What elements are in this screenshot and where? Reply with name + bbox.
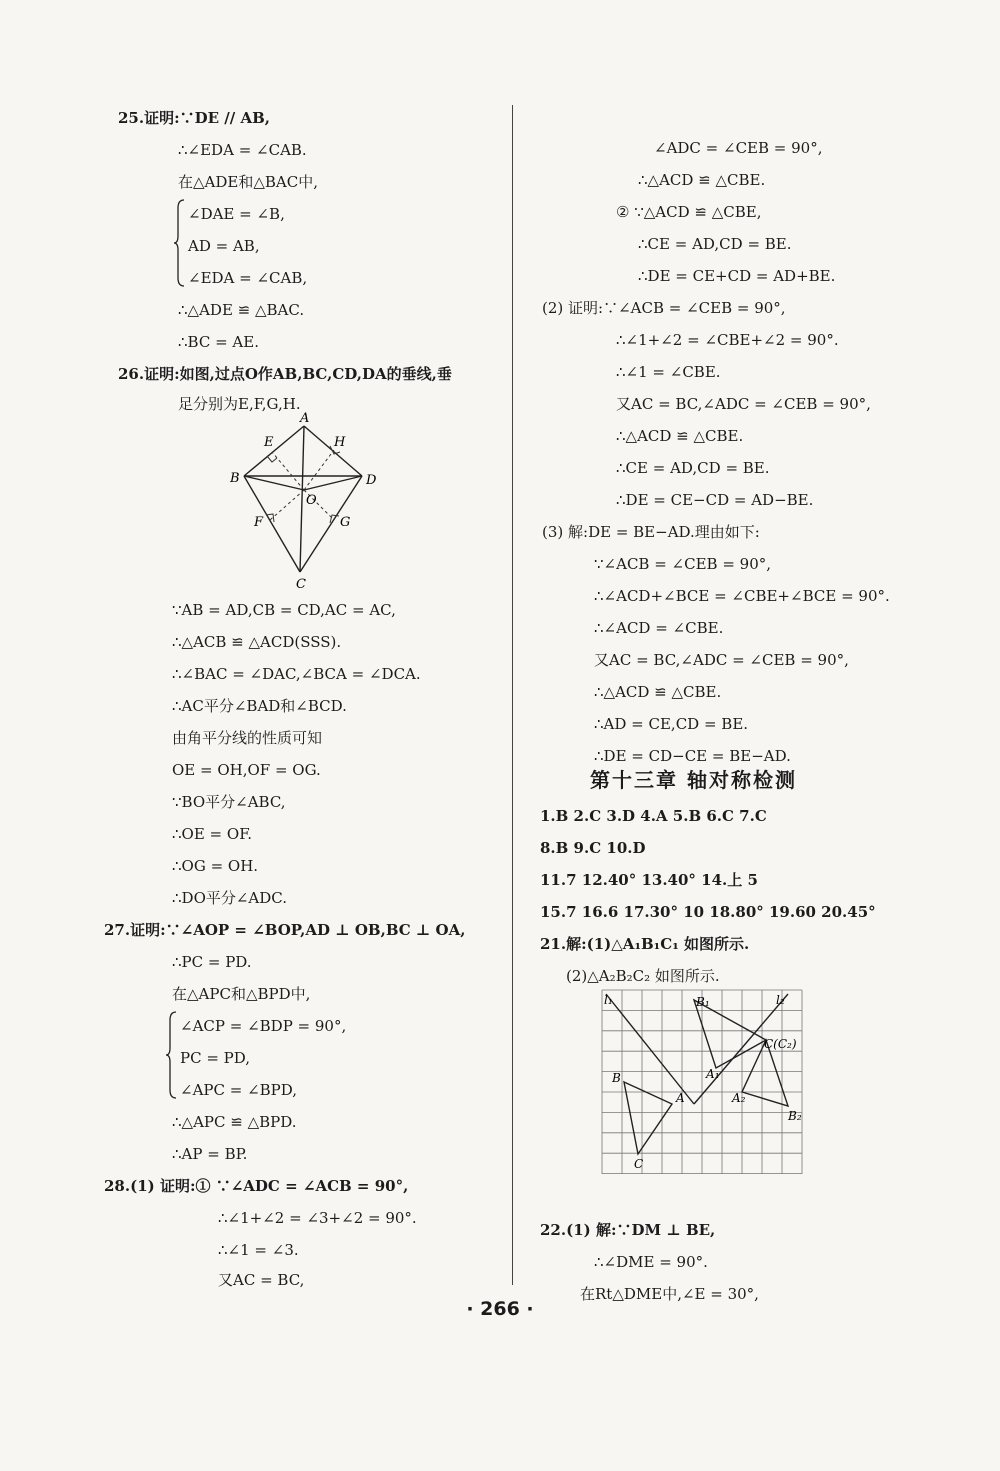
right-text-line: ∴△ACD ≌ △CBE.	[638, 171, 766, 189]
left-text-line: ∴∠BAC = ∠DAC,∠BCA = ∠DCA.	[172, 665, 421, 683]
right-text-line: ∴∠ACD+∠BCE = ∠CBE+∠BCE = 90°.	[594, 587, 890, 605]
right-text-line: (2) 证明:∵∠ACB = ∠CEB = 90°,	[542, 299, 786, 317]
left-text-line: 在△APC和△BPD中,	[172, 985, 311, 1003]
label-B: B	[230, 471, 240, 486]
label-A: A	[300, 412, 310, 426]
right-text-line: 8.B 9.C 10.D	[540, 839, 646, 857]
left-text-line: ∴BC = AE.	[178, 333, 259, 351]
left-text-line: ∴△APC ≌ △BPD.	[172, 1113, 297, 1131]
left-text-line: ∠ACP = ∠BDP = 90°,	[180, 1017, 347, 1035]
right-text-line: ∴CE = AD,CD = BE.	[638, 235, 792, 253]
right-text-line: 15.7 16.6 17.30° 10 18.80° 19.60 20.45°	[540, 903, 876, 921]
left-text-line: 又AC = BC,	[218, 1271, 305, 1289]
left-text-line: ∴△ACB ≌ △ACD(SSS).	[172, 633, 342, 651]
right-text-line: ∴AD = CE,CD = BE.	[594, 715, 749, 733]
right-text-line: ∵∠ACB = ∠CEB = 90°,	[594, 555, 772, 573]
label-C: C	[296, 577, 306, 592]
right-text-line: ∴DE = CE+CD = AD+BE.	[638, 267, 836, 285]
figure-21-grid	[598, 986, 810, 1178]
right-text-line: ∴CE = AD,CD = BE.	[616, 459, 770, 477]
label-l2: l₂	[776, 993, 785, 1007]
right-text-line: (2)△A₂B₂C₂ 如图所示.	[566, 967, 720, 985]
right-text-line: 22.(1) 解:∵DM ⊥ BE,	[540, 1221, 716, 1239]
label-B2: B₂	[788, 1109, 802, 1123]
right-text-line: 在Rt△DME中,∠E = 30°,	[580, 1285, 759, 1303]
label-A1: A₁	[706, 1067, 720, 1081]
left-text-line: ∴AC平分∠BAD和∠BCD.	[172, 697, 347, 715]
right-text-line: ∴DE = CD−CE = BE−AD.	[594, 747, 791, 765]
left-text-line: ∠EDA = ∠CAB,	[188, 269, 308, 287]
left-text-line: 26.证明:如图,过点O作AB,BC,CD,DA的垂线,垂	[118, 365, 452, 383]
right-text-line: 1.B 2.C 3.D 4.A 5.B 6.C 7.C	[540, 807, 767, 825]
right-text-line: ∴DE = CE−CD = AD−BE.	[616, 491, 814, 509]
left-text-line: 在△ADE和△BAC中,	[178, 173, 318, 191]
column-divider	[512, 105, 513, 1285]
left-text-line: ∴∠1 = ∠3.	[218, 1241, 299, 1259]
left-text-line: 28.(1) 证明:① ∵∠ADC = ∠ACB = 90°,	[104, 1177, 409, 1195]
right-text-line: ∴△ACD ≌ △CBE.	[594, 683, 722, 701]
figure-26-kite	[220, 412, 390, 592]
left-text-line: ∴OG = OH.	[172, 857, 259, 875]
right-text-line: ∴△ACD ≌ △CBE.	[616, 427, 744, 445]
label-H: H	[334, 435, 346, 450]
left-text-line: AD = AB,	[188, 237, 260, 255]
label-D: D	[366, 473, 377, 488]
right-text-line: ② ∵△ACD ≌ △CBE,	[616, 203, 762, 221]
left-text-line: ∴DO平分∠ADC.	[172, 889, 288, 907]
right-text-line: 又AC = BC,∠ADC = ∠CEB = 90°,	[616, 395, 871, 413]
left-text-line: 27.证明:∵∠AOP = ∠BOP,AD ⊥ OB,BC ⊥ OA,	[104, 921, 466, 939]
left-text-line: ∴∠1+∠2 = ∠3+∠2 = 90°.	[218, 1209, 417, 1227]
label-A: A	[676, 1091, 685, 1105]
left-text-line: ∠APC = ∠BPD,	[180, 1081, 298, 1099]
left-text-line: ∴OE = OF.	[172, 825, 253, 843]
right-text-line: 11.7 12.40° 13.40° 14.上 5	[540, 871, 758, 889]
left-text-line: ∴∠EDA = ∠CAB.	[178, 141, 307, 159]
label-A2: A₂	[732, 1091, 746, 1105]
left-text-line: ∠DAE = ∠B,	[188, 205, 285, 223]
right-text-line: ∴∠1+∠2 = ∠CBE+∠2 = 90°.	[616, 331, 839, 349]
label-E: E	[264, 435, 274, 450]
left-text-line: ∴△ADE ≌ △BAC.	[178, 301, 305, 319]
brace-25	[174, 198, 186, 292]
label-O: O	[306, 493, 317, 508]
label-C-bottom: C	[634, 1157, 644, 1171]
right-text-line: ∴∠ACD = ∠CBE.	[594, 619, 724, 637]
left-text-line: ∵AB = AD,CB = CD,AC = AC,	[172, 601, 396, 619]
left-text-line: 由角平分线的性质可知	[172, 729, 323, 747]
brace-27	[166, 1010, 178, 1104]
right-text-line: ∴∠DME = 90°.	[594, 1253, 708, 1271]
right-text-line: (3) 解:DE = BE−AD.理由如下:	[542, 523, 760, 541]
right-text-line: 又AC = BC,∠ADC = ∠CEB = 90°,	[594, 651, 849, 669]
left-text-line: PC = PD,	[180, 1049, 251, 1067]
label-B1: B₁	[696, 995, 710, 1009]
page-number: · 266 ·	[466, 1298, 534, 1320]
label-l1: l₁	[604, 993, 613, 1007]
label-G: G	[340, 515, 351, 530]
right-text-line: 21.解:(1)△A₁B₁C₁ 如图所示.	[540, 935, 750, 953]
label-B: B	[612, 1071, 621, 1085]
left-text-line: ∵BO平分∠ABC,	[172, 793, 286, 811]
label-F: F	[254, 515, 264, 530]
chapter-heading: 第十三章 轴对称检测	[590, 768, 797, 792]
left-text-line: 足分别为E,F,G,H.	[178, 395, 301, 413]
right-text-line: ∴∠1 = ∠CBE.	[616, 363, 721, 381]
left-text-line: 25.证明:∵DE // AB,	[118, 109, 271, 127]
left-text-line: OE = OH,OF = OG.	[172, 761, 321, 779]
right-text-line: ∠ADC = ∠CEB = 90°,	[654, 139, 823, 157]
left-text-line: ∴PC = PD.	[172, 953, 252, 971]
label-C-C2: C(C₂)	[764, 1037, 797, 1051]
left-text-line: ∴AP = BP.	[172, 1145, 248, 1163]
